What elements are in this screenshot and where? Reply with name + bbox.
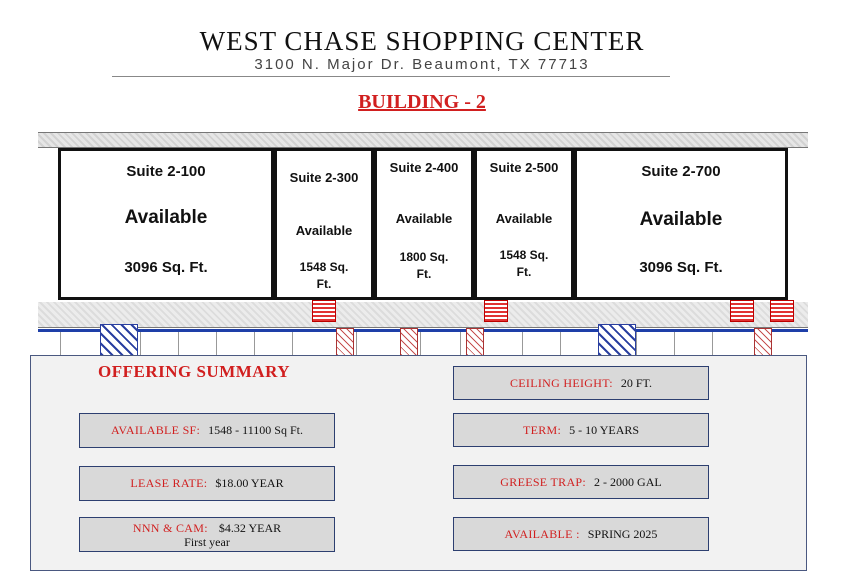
- suite-2-500: [474, 148, 574, 300]
- fact-value: $18.00 YEAR: [215, 476, 284, 490]
- suite-name: Suite 2-700: [641, 163, 721, 180]
- offering-summary-heading: OFFERING SUMMARY: [98, 362, 291, 381]
- no-parking-hatch: [754, 328, 772, 356]
- building-label: [0, 91, 844, 114]
- accessible-parking-hatch: [100, 324, 138, 356]
- fact-ceiling-height: [453, 366, 709, 400]
- fact-value: SPRING 2025: [587, 526, 658, 541]
- rear-wall: [38, 132, 808, 148]
- fact-note: First year: [184, 534, 230, 549]
- fact-lease-rate: [79, 466, 335, 501]
- suite-availability: Available: [639, 209, 723, 230]
- no-parking-hatch: [336, 328, 354, 356]
- suite-availability: Available: [395, 211, 453, 226]
- no-parking-hatch: [466, 328, 484, 356]
- page-title: WEST CHASE SHOPPING CENTER: [199, 26, 645, 56]
- accessible-parking-hatch: [598, 324, 636, 356]
- suite-2-700: [574, 148, 788, 300]
- suite-size: 1800 Sq. Ft.: [399, 250, 449, 281]
- suite-name: Suite 2-500: [489, 160, 559, 175]
- fact-label: TERM:: [522, 422, 562, 437]
- fact-value: $4.32 YEAR: [218, 520, 282, 535]
- suite-availability: Available: [295, 223, 353, 238]
- grease-trap-marker: [730, 300, 754, 322]
- suite-size: 3096 Sq. Ft.: [639, 259, 723, 276]
- no-parking-hatch: [400, 328, 418, 356]
- front-sidewalk: [38, 302, 808, 328]
- fact-label: LEASE RATE:: [130, 476, 208, 490]
- property-address: 3100 N. Major Dr. Beaumont, TX 77713: [254, 56, 590, 73]
- grease-trap-marker: [484, 300, 508, 322]
- suite-availability: Available: [495, 211, 553, 226]
- suite-2-300: [274, 148, 374, 300]
- fact-greese-trap: [453, 465, 709, 499]
- parking-curb-line: [38, 329, 808, 332]
- suite-size: 1548 Sq. Ft.: [499, 248, 549, 279]
- suite-name: Suite 2-300: [289, 170, 359, 185]
- suite-availability: Available: [124, 207, 208, 228]
- fact-label: AVAILABLE SF:: [111, 423, 201, 437]
- fact-available-sf: [79, 413, 335, 448]
- grease-trap-marker: [312, 300, 336, 322]
- fact-value: 2 - 2000 GAL: [594, 474, 662, 489]
- suite-2-400: [374, 148, 474, 300]
- fact-available-date: [453, 517, 709, 551]
- title-divider: [112, 76, 670, 77]
- suite-name: Suite 2-100: [126, 163, 206, 180]
- fact-nnn-cam: [79, 517, 335, 552]
- suite-2-100: [58, 148, 274, 300]
- fact-value: 20 FT.: [620, 375, 652, 390]
- floor-plan: [0, 128, 844, 358]
- fact-label: NNN & CAM:: [132, 520, 208, 535]
- fact-value: 1548 - 11100 Sq Ft.: [208, 423, 303, 437]
- fact-label: CEILING HEIGHT:: [509, 375, 613, 390]
- fact-term: [453, 413, 709, 447]
- building-label-text: BUILDING - 2: [358, 91, 486, 113]
- suite-name: Suite 2-400: [389, 160, 459, 175]
- fact-label: GREESE TRAP:: [500, 474, 587, 489]
- suite-size: 1548 Sq. Ft.: [299, 260, 349, 291]
- grease-trap-marker: [770, 300, 794, 322]
- fact-label: AVAILABLE :: [504, 526, 580, 541]
- fact-value: 5 - 10 YEARS: [569, 422, 640, 437]
- suite-size: 3096 Sq. Ft.: [124, 259, 208, 276]
